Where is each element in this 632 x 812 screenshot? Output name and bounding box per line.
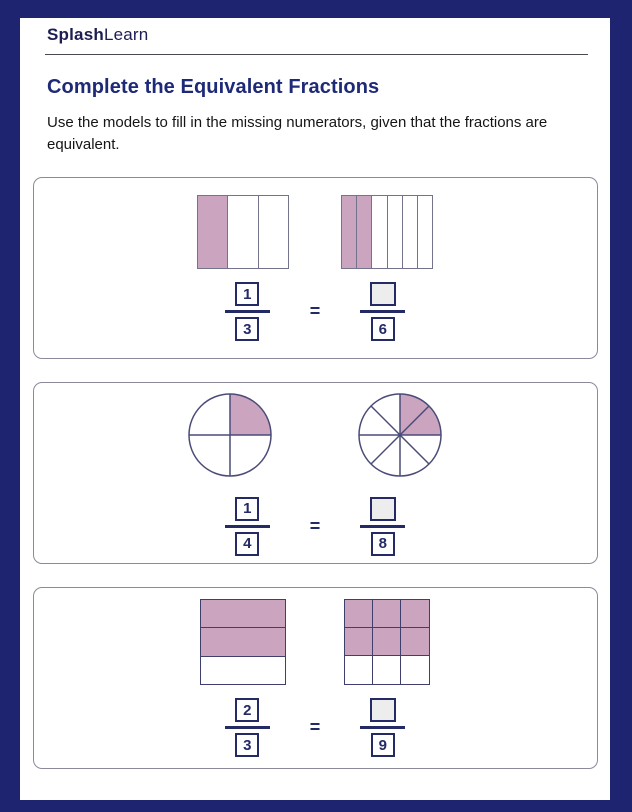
right-fraction xyxy=(360,282,405,341)
fraction-models-row xyxy=(197,195,433,269)
left-fraction-model xyxy=(197,195,289,269)
denominator-box: 4 xyxy=(235,532,259,556)
shaded-part xyxy=(401,628,429,656)
left-fraction xyxy=(225,282,270,341)
denominator-box: 8 xyxy=(371,532,395,556)
worksheet-page xyxy=(20,18,610,800)
numerator-box: 1 xyxy=(235,282,259,306)
fraction-equation xyxy=(225,698,406,757)
logo-light-text: Learn xyxy=(103,25,149,44)
fraction-models-row xyxy=(200,599,430,685)
unshaded-part xyxy=(373,656,401,684)
shaded-part xyxy=(201,600,285,628)
right-fraction-model xyxy=(344,599,430,685)
problems-list xyxy=(20,177,610,769)
missing-numerator-input[interactable] xyxy=(370,497,396,521)
right-fraction xyxy=(360,497,405,556)
denominator-box: 9 xyxy=(371,733,395,757)
horizontal-bars-model xyxy=(200,599,286,685)
header-divider xyxy=(45,54,588,55)
unshaded-part xyxy=(401,656,429,684)
right-fraction-model xyxy=(341,195,433,269)
circle-model xyxy=(356,391,444,479)
instructions-text: Use the models to fill in the missing numerators, given that the fractions are equivalent. xyxy=(47,114,548,153)
shaded-part xyxy=(373,628,401,656)
slice-divider xyxy=(371,435,400,464)
fraction-equation xyxy=(225,282,406,341)
unshaded-part xyxy=(345,656,373,684)
problem-panel xyxy=(33,382,598,564)
fraction-bar xyxy=(225,525,270,528)
slice-divider xyxy=(371,406,400,435)
equals-sign: = xyxy=(309,717,321,737)
unshaded-part xyxy=(418,196,432,268)
right-fraction-model xyxy=(356,391,444,484)
missing-numerator-input[interactable] xyxy=(370,698,396,722)
unshaded-part xyxy=(259,196,288,268)
fraction-bar xyxy=(360,310,405,313)
unshaded-part xyxy=(372,196,387,268)
shaded-part xyxy=(198,196,228,268)
fraction-bar xyxy=(360,525,405,528)
denominator-box: 6 xyxy=(371,317,395,341)
missing-numerator-input[interactable] xyxy=(370,282,396,306)
left-fraction xyxy=(225,698,270,757)
fraction-bar xyxy=(225,310,270,313)
shaded-part xyxy=(357,196,372,268)
page-header xyxy=(20,25,610,55)
denominator-box: 3 xyxy=(235,733,259,757)
unshaded-part xyxy=(201,657,285,684)
logo-bold-text: Splash xyxy=(47,25,104,44)
right-fraction xyxy=(360,698,405,757)
page-title: Complete the Equivalent Fractions xyxy=(47,76,380,98)
problem-panel xyxy=(33,587,598,769)
problem-panel xyxy=(33,177,598,359)
shaded-part xyxy=(345,600,373,628)
shaded-part xyxy=(342,196,357,268)
fraction-models-row xyxy=(186,391,444,484)
splashlearn-logo xyxy=(47,25,610,45)
grid-model xyxy=(344,599,430,685)
left-fraction-model xyxy=(186,391,274,484)
shaded-part xyxy=(373,600,401,628)
fraction-equation xyxy=(225,497,406,556)
equals-sign: = xyxy=(309,301,321,321)
unshaded-part xyxy=(228,196,258,268)
unshaded-part xyxy=(403,196,418,268)
numerator-box: 1 xyxy=(235,497,259,521)
vertical-bars-model xyxy=(341,195,433,269)
equals-sign: = xyxy=(309,515,321,536)
vertical-bars-model xyxy=(197,195,289,269)
fraction-bar xyxy=(360,726,405,729)
circle-model xyxy=(186,391,274,479)
fraction-bar xyxy=(225,726,270,729)
left-fraction xyxy=(225,497,270,556)
shaded-part xyxy=(201,628,285,656)
numerator-box: 2 xyxy=(235,698,259,722)
slice-divider xyxy=(400,435,429,464)
denominator-box: 3 xyxy=(235,317,259,341)
unshaded-part xyxy=(388,196,403,268)
left-fraction-model xyxy=(200,599,286,685)
shaded-part xyxy=(345,628,373,656)
shaded-part xyxy=(401,600,429,628)
